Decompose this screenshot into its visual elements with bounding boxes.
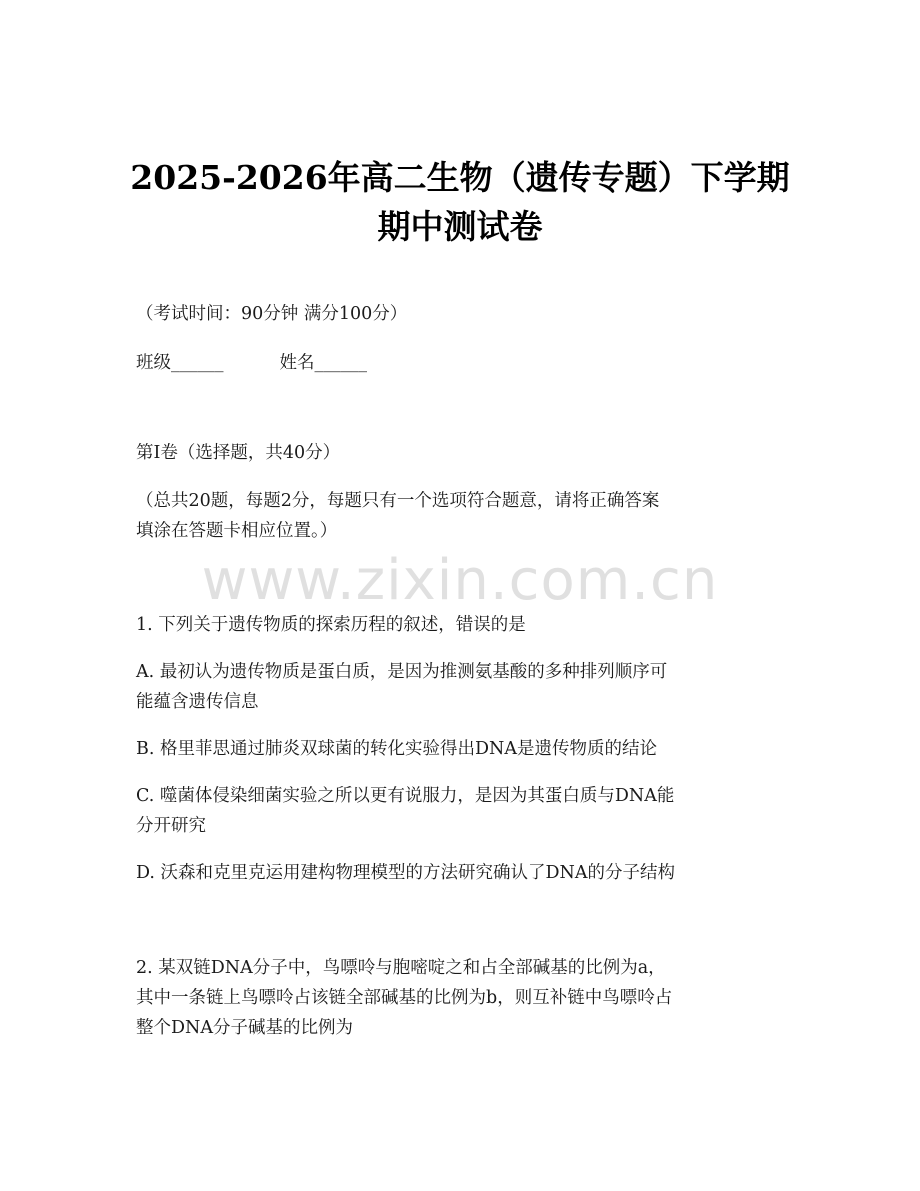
question-2-stem-line-2: 其中一条链上鸟嘌呤占该链全部碱基的比例为b，则互补链中鸟嘌呤占 bbox=[136, 988, 673, 1008]
question-1-option-a-line-2: 能蕴含遗传信息 bbox=[136, 692, 259, 712]
class-field-label: 班级______ bbox=[136, 353, 224, 373]
question-1-option-d: D. 沃森和克里克运用建构物理模型的方法研究确认了DNA的分子结构 bbox=[136, 863, 676, 883]
section-instruction-line-1: （总共20题，每题2分，每题只有一个选项符合题意，请将正确答案 bbox=[136, 491, 660, 511]
question-1-stem: 1. 下列关于遗传物质的探索历程的叙述，错误的是 bbox=[136, 615, 526, 635]
section-heading: 第I卷（选择题，共40分） bbox=[136, 443, 341, 463]
name-field-label: 姓名______ bbox=[279, 353, 367, 373]
question-2-stem-line-3: 整个DNA分子碱基的比例为 bbox=[136, 1018, 353, 1038]
page-title-line-1: 2025-2026年高二生物（遗传专题）下学期 bbox=[130, 158, 790, 197]
student-info-row bbox=[136, 351, 786, 375]
question-2-stem-line-1: 2. 某双链DNA分子中，鸟嘌呤与胞嘧啶之和占全部碱基的比例为a， bbox=[136, 958, 666, 978]
exam-info: （考试时间：90分钟 满分100分） bbox=[136, 304, 408, 324]
question-1-option-c-line-1: C. 噬菌体侵染细菌实验之所以更有说服力，是因为其蛋白质与DNA能 bbox=[136, 786, 675, 806]
question-1-option-b: B. 格里菲思通过肺炎双球菌的转化实验得出DNA是遗传物质的结论 bbox=[136, 739, 657, 759]
section-instruction-line-2: 填涂在答题卡相应位置。） bbox=[136, 521, 338, 541]
watermark: www.zixin.com.cn bbox=[201, 548, 719, 613]
question-1-option-a-line-1: A. 最初认为遗传物质是蛋白质，是因为推测氨基酸的多种排列顺序可 bbox=[136, 662, 668, 682]
page-title-line-2: 期中测试卷 bbox=[377, 207, 543, 246]
question-1-option-c-line-2: 分开研究 bbox=[136, 816, 206, 836]
